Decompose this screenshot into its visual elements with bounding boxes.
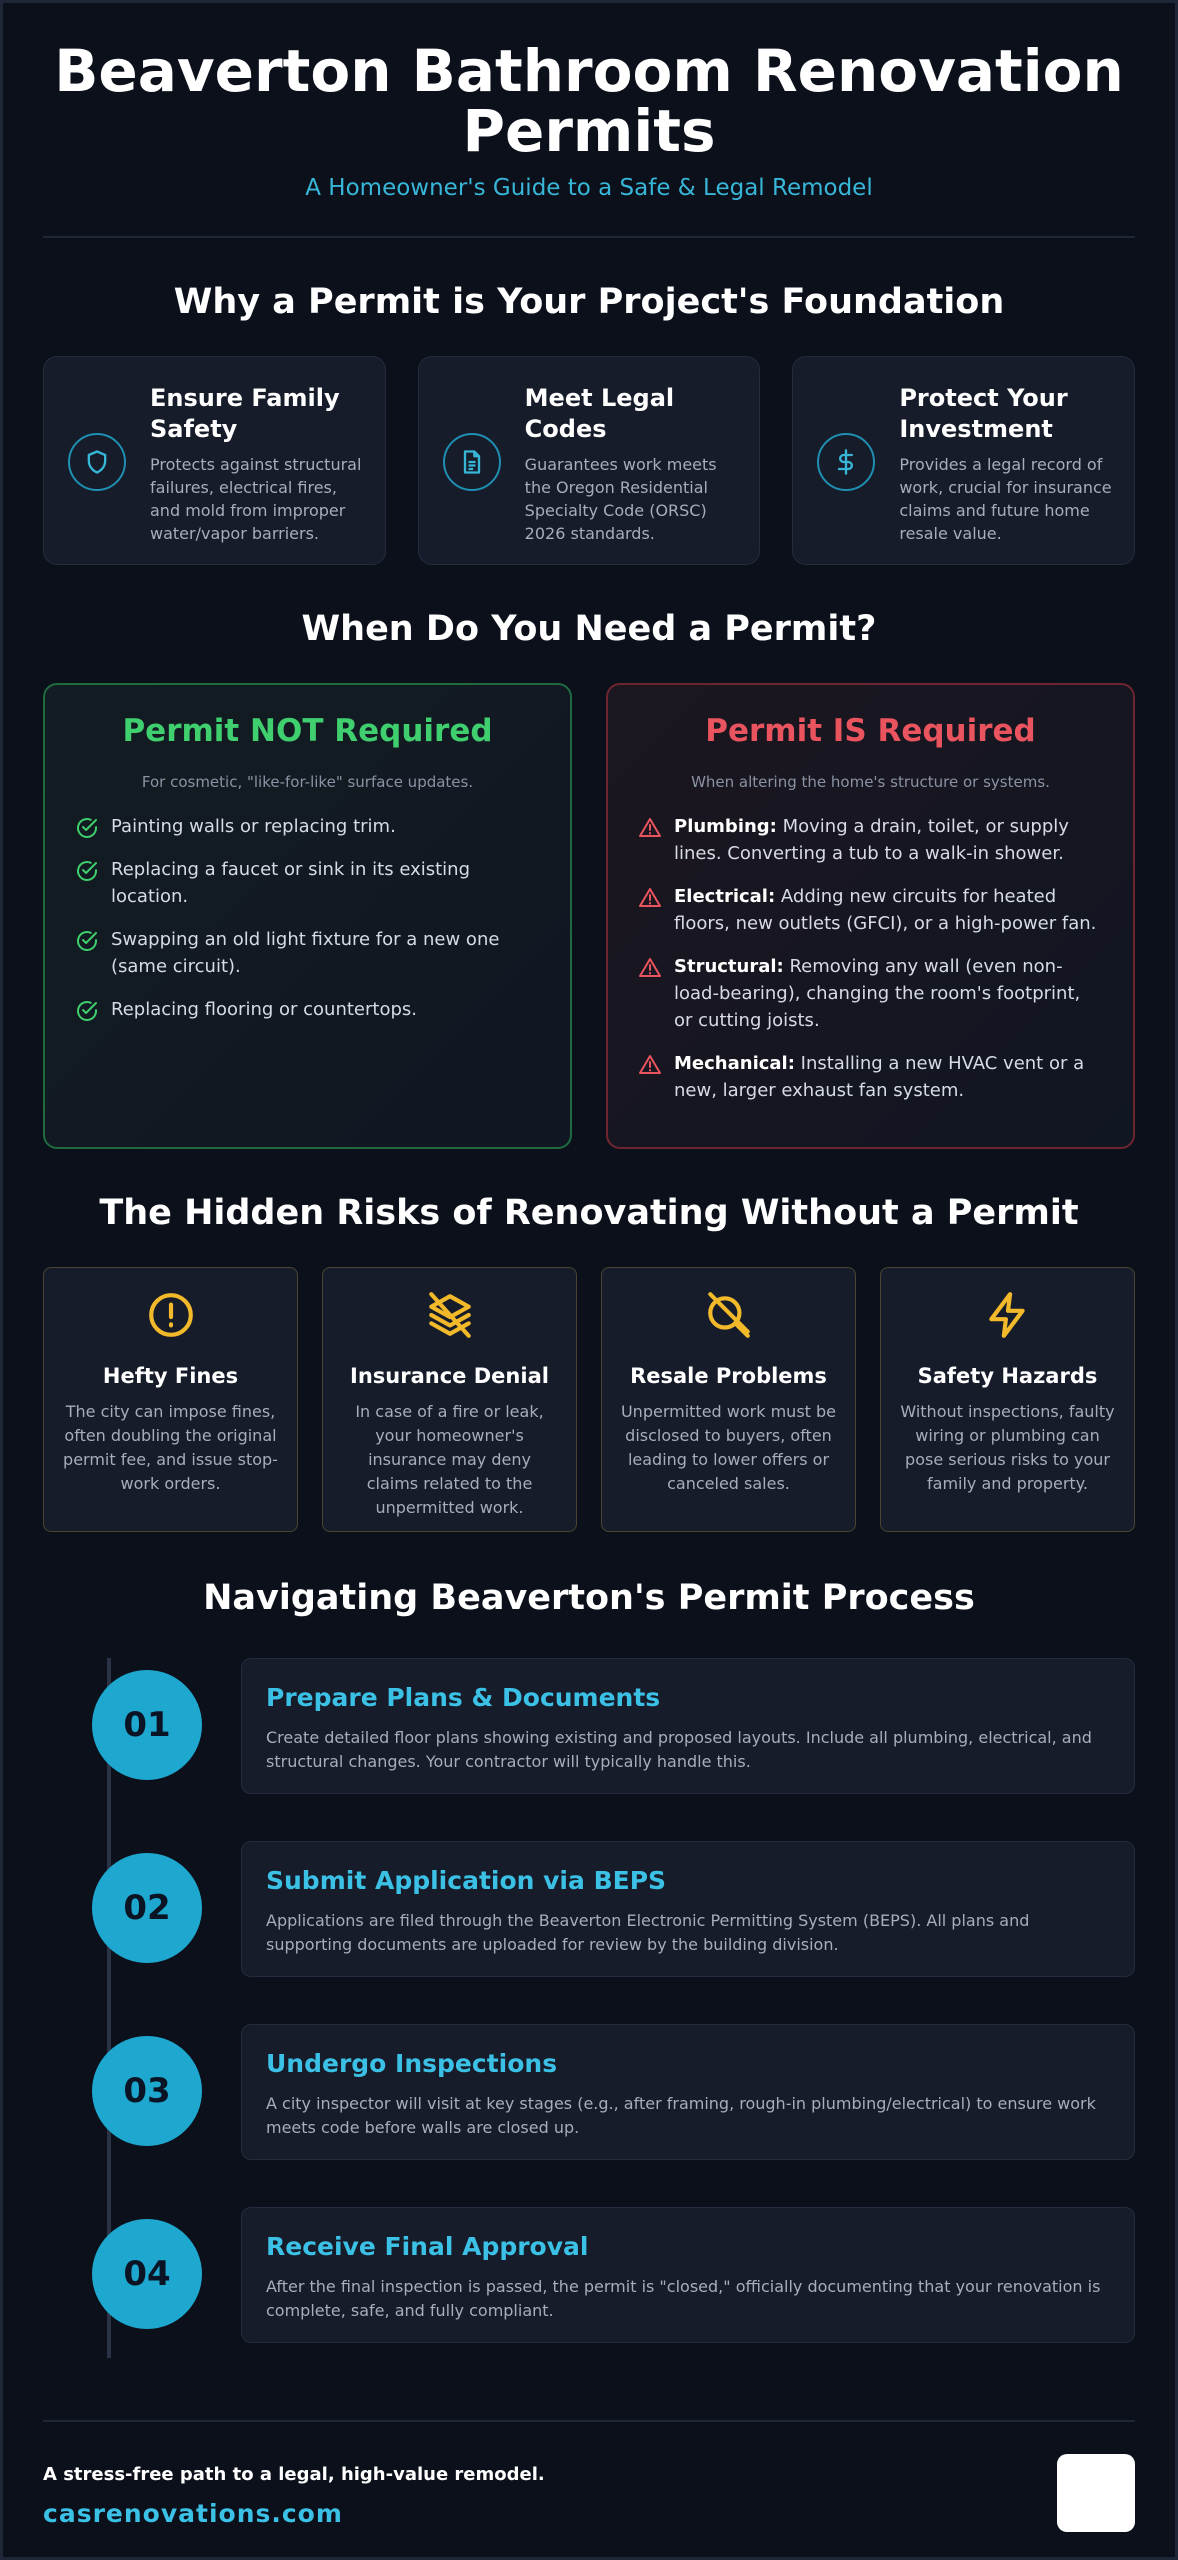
risk-card-title: Hefty Fines bbox=[102, 1364, 239, 1388]
step-text: Create detailed floor plans showing existing and proposed layouts. Include all plumbing, electrical, and structural changes. Your contractor will typically handle this. bbox=[266, 1728, 1092, 1771]
why-card-title: Ensure Family Safety bbox=[150, 384, 340, 443]
list-item-label: Electrical: bbox=[674, 886, 776, 907]
risk-cards bbox=[43, 1267, 1135, 1532]
permit-not-required-title: Permit NOT Required bbox=[122, 713, 493, 749]
permit-not-required-panel bbox=[43, 683, 572, 1149]
step-number-badge: 03 bbox=[92, 2036, 202, 2146]
warning-triangle-icon bbox=[638, 1053, 662, 1077]
list-item-content bbox=[674, 883, 1103, 937]
why-card-codes bbox=[418, 356, 761, 565]
permit-required-title: Permit IS Required bbox=[705, 713, 1036, 749]
list-item-label: Plumbing: bbox=[674, 816, 777, 837]
why-card-safety bbox=[43, 356, 386, 565]
document-icon bbox=[443, 433, 501, 491]
list-item bbox=[75, 813, 540, 840]
step-card bbox=[241, 2207, 1135, 2343]
risk-card-title: Resale Problems bbox=[630, 1364, 827, 1388]
why-card-text: Provides a legal record of work, crucial for insurance claims and future home resale value. bbox=[899, 455, 1112, 543]
header-divider bbox=[43, 236, 1135, 238]
list-item-content bbox=[674, 953, 1103, 1034]
why-card-text: Guarantees work meets the Oregon Residential Specialty Code (ORSC) 2026 standards. bbox=[524, 455, 717, 543]
title-line-2: Permits bbox=[462, 97, 716, 165]
check-circle-icon bbox=[75, 999, 99, 1023]
risk-card-title: Safety Hazards bbox=[917, 1364, 1098, 1388]
process-step-1 bbox=[43, 1658, 1135, 1794]
list-item-text: Replacing flooring or countertops. bbox=[111, 999, 417, 1020]
step-number-badge: 04 bbox=[92, 2219, 202, 2329]
list-item bbox=[638, 813, 1103, 867]
step-text: Applications are filed through the Beaverton Electronic Permitting System (BEPS). All plans and supporting documents are uploaded for review by the building division. bbox=[266, 1911, 1030, 1954]
permit-not-required-list bbox=[75, 813, 540, 1023]
content bbox=[43, 3, 1135, 2544]
footer-tagline: A stress-free path to a legal, high-value remodel. bbox=[43, 2464, 545, 2485]
list-item bbox=[638, 953, 1103, 1034]
alert-circle-icon bbox=[146, 1290, 196, 1340]
step-text: After the final inspection is passed, the permit is "closed," officially documenting that your renovation is complete, safe, and fully compliant. bbox=[266, 2277, 1101, 2320]
warning-triangle-icon bbox=[638, 886, 662, 910]
risk-card-text: Without inspections, faulty wiring or plumbing can pose serious risks to your family and property. bbox=[900, 1402, 1115, 1493]
process-step-3 bbox=[43, 2024, 1135, 2160]
process-step-4 bbox=[43, 2207, 1135, 2343]
permit-required-panel bbox=[606, 683, 1135, 1149]
process-step-2 bbox=[43, 1841, 1135, 1977]
risk-card-text: Unpermitted work must be disclosed to buyers, often leading to lower offers or canceled sales. bbox=[620, 1402, 837, 1493]
risk-card-text: In case of a fire or leak, your homeowner's insurance may deny claims related to the unpermitted work. bbox=[355, 1402, 544, 1517]
permit-required-list bbox=[638, 813, 1103, 1104]
step-text: A city inspector will visit at key stages (e.g., after framing, rough-in plumbing/electrical) to ensure work meets code before walls are closed up. bbox=[266, 2094, 1096, 2137]
list-item bbox=[75, 856, 540, 910]
list-item-content bbox=[674, 813, 1103, 867]
list-item bbox=[638, 1050, 1103, 1104]
step-title: Submit Application via BEPS bbox=[266, 1866, 667, 1895]
list-item bbox=[75, 926, 540, 980]
list-item-label: Structural: bbox=[674, 956, 784, 977]
header bbox=[43, 3, 1135, 201]
warning-triangle-icon bbox=[638, 956, 662, 980]
list-item-label: Mechanical: bbox=[674, 1053, 795, 1074]
list-item-text: Adding new circuits for heated floors, new outlets (GFCI), or a high-power fan. bbox=[674, 886, 1097, 934]
risk-card-safety bbox=[880, 1267, 1135, 1532]
list-item-content bbox=[674, 1050, 1103, 1104]
step-title: Undergo Inspections bbox=[266, 2049, 558, 2078]
step-number-badge: 02 bbox=[92, 1853, 202, 1963]
list-item-text: Moving a drain, toilet, or supply lines. Converting a tub to a walk-in shower. bbox=[674, 816, 1069, 864]
footer-divider bbox=[43, 2420, 1135, 2422]
check-circle-icon bbox=[75, 816, 99, 840]
check-circle-icon bbox=[75, 929, 99, 953]
risk-card-resale bbox=[601, 1267, 856, 1532]
list-item bbox=[75, 996, 540, 1023]
risk-card-title: Insurance Denial bbox=[350, 1364, 549, 1388]
title-line-1: Beaverton Bathroom Renovation bbox=[54, 37, 1124, 105]
check-circle-icon bbox=[75, 859, 99, 883]
why-cards bbox=[43, 356, 1135, 565]
search-off-icon bbox=[704, 1290, 754, 1340]
list-item bbox=[638, 883, 1103, 937]
why-section-title: Why a Permit is Your Project's Foundation bbox=[173, 282, 1005, 322]
why-card-investment bbox=[792, 356, 1135, 565]
step-title: Receive Final Approval bbox=[266, 2232, 589, 2261]
why-card-text: Protects against structural failures, electrical fires, and mold from improper water/vapor barriers. bbox=[150, 455, 362, 543]
why-card-title: Meet Legal Codes bbox=[524, 384, 675, 443]
qr-code bbox=[1057, 2454, 1135, 2532]
risk-card-text: The city can impose fines, often doubling the original permit fee, and issue stop-work orders. bbox=[63, 1402, 278, 1493]
footer-website-link[interactable]: casrenovations.com bbox=[43, 2499, 343, 2528]
step-title: Prepare Plans & Documents bbox=[266, 1683, 661, 1712]
list-item-text: Swapping an old light fixture for a new one (same circuit). bbox=[111, 929, 500, 977]
permit-section-title: When Do You Need a Permit? bbox=[301, 609, 877, 649]
list-item-text: Painting walls or replacing trim. bbox=[111, 816, 396, 837]
step-card bbox=[241, 2024, 1135, 2160]
page-title bbox=[43, 37, 1135, 165]
list-item-text: Installing a new HVAC vent or a new, larger exhaust fan system. bbox=[674, 1053, 1085, 1101]
permit-required-subtitle: When altering the home's structure or systems. bbox=[691, 773, 1050, 791]
page-subtitle: A Homeowner's Guide to a Safe & Legal Remodel bbox=[305, 175, 873, 201]
step-card bbox=[241, 1841, 1135, 1977]
risk-card-fines bbox=[43, 1267, 298, 1532]
shield-icon bbox=[68, 433, 126, 491]
list-item-text: Replacing a faucet or sink in its existing location. bbox=[111, 859, 470, 907]
warning-triangle-icon bbox=[638, 816, 662, 840]
step-number-badge: 01 bbox=[92, 1670, 202, 1780]
lightning-icon bbox=[983, 1290, 1033, 1340]
step-card bbox=[241, 1658, 1135, 1794]
process-timeline bbox=[43, 1658, 1135, 2358]
footer bbox=[43, 2464, 1135, 2544]
layers-off-icon bbox=[425, 1290, 475, 1340]
permit-columns bbox=[43, 683, 1135, 1149]
risk-card-insurance bbox=[322, 1267, 577, 1532]
process-section-title: Navigating Beaverton's Permit Process bbox=[203, 1578, 975, 1618]
list-item-text: Removing any wall (even non-load-bearing), changing the room's footprint, or cutting joists. bbox=[674, 956, 1081, 1031]
risks-section-title: The Hidden Risks of Renovating Without a Permit bbox=[99, 1193, 1079, 1233]
why-card-title: Protect Your Investment bbox=[899, 384, 1068, 443]
permit-not-required-subtitle: For cosmetic, "like-for-like" surface updates. bbox=[141, 773, 474, 791]
dollar-icon bbox=[817, 433, 875, 491]
